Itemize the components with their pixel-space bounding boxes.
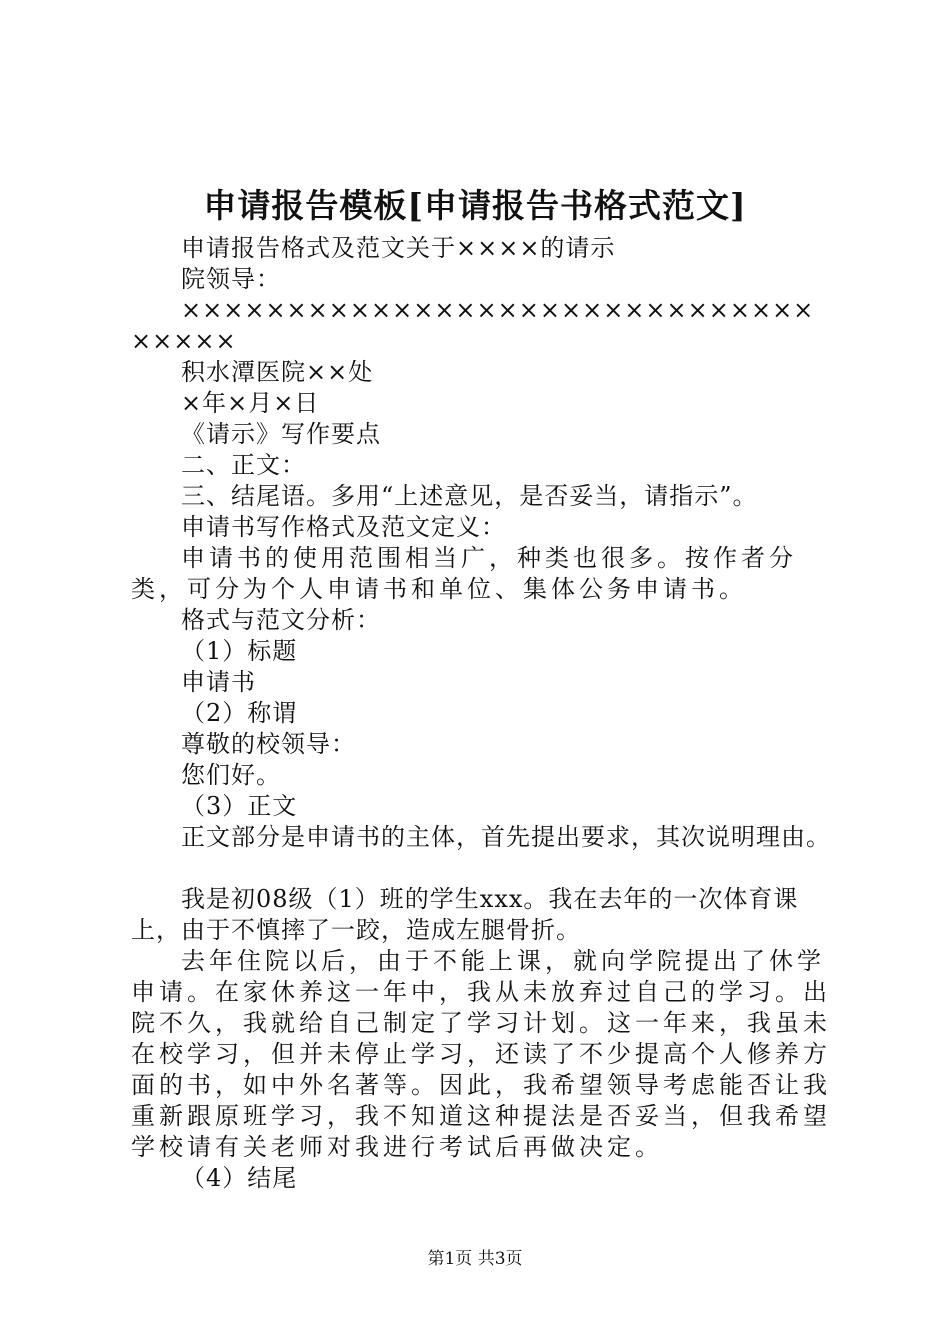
- page-indicator: 第1页 共3页: [427, 1249, 523, 1269]
- paragraph: （2）称谓: [181, 699, 298, 727]
- paragraph: 格式与范文分析：: [181, 606, 381, 634]
- paragraph: 去年住院以后，由于不能上课，就向学院提出了休学申请。在家休养这一年中，我从未放弃过自己的学习。出院不久，我就给自己制定了学习计划。这一年来，我虽未在校学习，但并未停止学习，还读了不少提高个人修养方面的书，如中外名著等。因此，我希望领导考虑能否让我重新跟原班学习，我不知道这种提法是否妥当，但我希望学校请有关老师对我进行考试后再做决定。: [131, 947, 831, 1161]
- paragraph: ×年×月×日: [181, 389, 320, 417]
- paragraph: 正文部分是申请书的主体，首先提出要求，其次说明理由。: [181, 823, 831, 851]
- paragraph: 积水潭医院××处: [181, 358, 374, 386]
- paragraph: 尊敬的校领导：: [181, 730, 356, 758]
- paragraph: 申请书的使用范围相当广，种类也很多。按作者分类，可分为个人申请书和单位、集体公务申请书。: [131, 544, 797, 603]
- paragraph: 三、结尾语。多用“上述意见，是否妥当，请指示”。: [181, 482, 758, 510]
- paragraph: （1）标题: [181, 637, 298, 665]
- paragraph: 您们好。: [181, 761, 281, 789]
- paragraph: ×××××××××××××××××××××××××××××××××××: [131, 296, 815, 355]
- paragraph: 《请示》写作要点: [181, 420, 381, 448]
- paragraph: （3）正文: [181, 792, 298, 820]
- document-title: 申请报告模板[申请报告书格式范文]: [203, 186, 747, 225]
- document-body: [131, 233, 831, 1194]
- paragraph: 我是初08级（1）班的学生xxx。我在去年的一次体育课上，由于不慎摔了一跤，造成左腿骨折。: [131, 885, 799, 944]
- paragraph: 申请书: [181, 668, 256, 696]
- paragraph: 二、正文：: [181, 451, 306, 479]
- paragraph: （4）结尾: [181, 1164, 298, 1192]
- paragraph: 申请书写作格式及范文定义：: [181, 513, 506, 541]
- paragraph: 申请报告格式及范文关于××××的请示: [181, 234, 616, 262]
- paragraph: 院领导：: [181, 265, 281, 293]
